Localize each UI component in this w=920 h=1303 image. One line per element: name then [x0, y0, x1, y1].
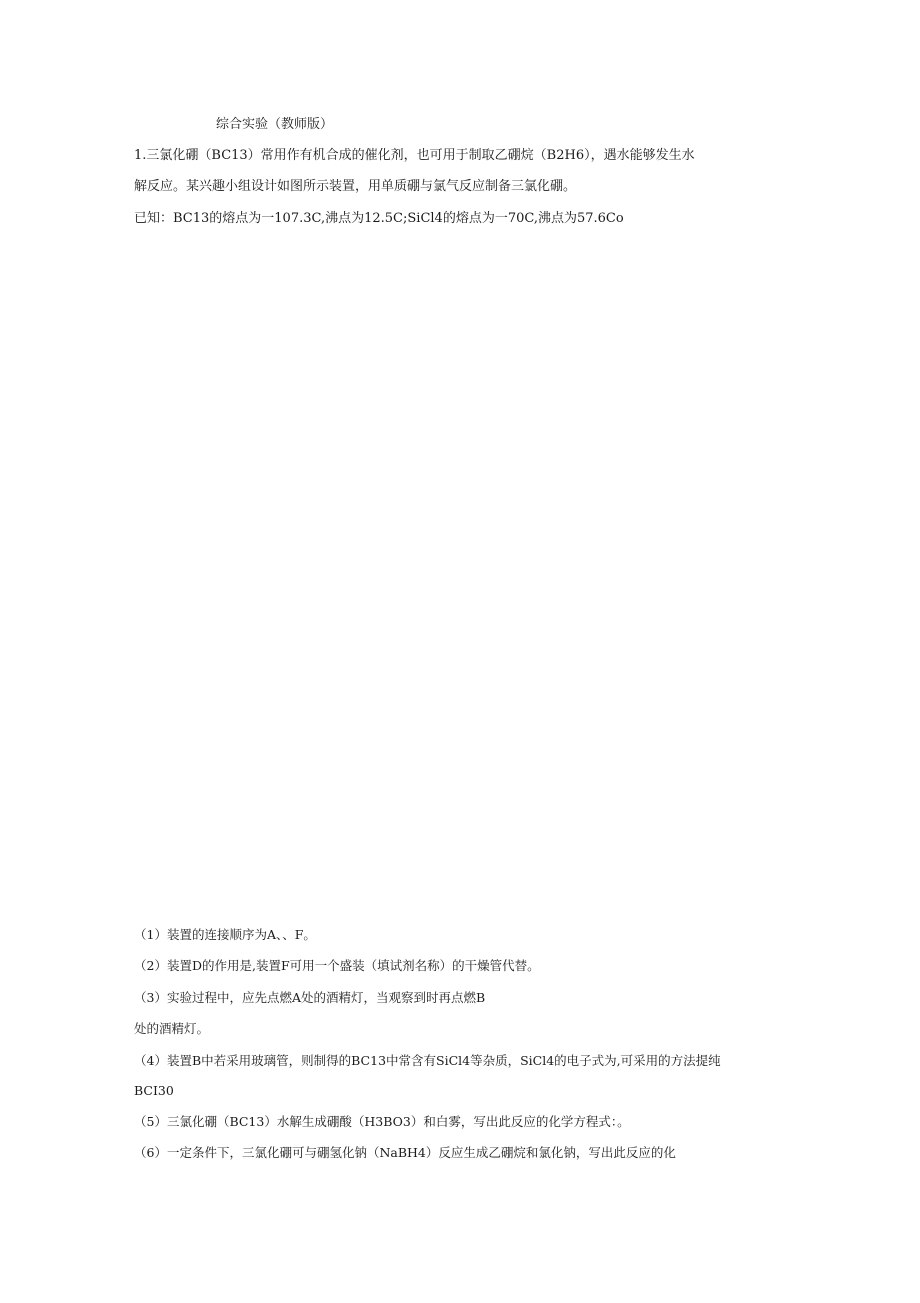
question-4-continued: BCI30: [134, 1083, 174, 1098]
apparatus-figure-area: [134, 240, 784, 910]
intro-line-3: 已知：BC13的熔点为一107.3C,沸点为12.5C;SiCl4的熔点为一70C,沸点为57.6Co: [134, 211, 624, 226]
intro-line-2: 解反应。某兴趣小组设计如图所示装置，用单质硼与氯气反应制备三氯化硼。: [134, 179, 577, 194]
question-3: （3）实验过程中，应先点燃A处的酒精灯，当观察到时再点燃B: [134, 990, 486, 1005]
question-6: （6）一定条件下，三氯化硼可与硼氢化钠（NaBH4）反应生成乙硼烷和氯化钠，写出此反应的化: [134, 1145, 676, 1160]
question-2: （2）装置D的作用是,装置F可用一个盛装（填试剂名称）的干燥管代替。: [134, 958, 540, 973]
question-5: （5）三氯化硼（BC13）水解生成硼酸（H3BO3）和白雾，写出此反应的化学方程式：。: [134, 1114, 630, 1129]
question-3-continued: 处的酒精灯。: [134, 1021, 210, 1036]
intro-line-1: 1.三氯化硼（BC13）常用作有机合成的催化剂，也可用于制取乙硼烷（B2H6），遇水能够发生水: [134, 148, 695, 163]
document-title: 综合实验（教师版）: [216, 117, 334, 132]
question-1: （1）装置的连接顺序为A、、F。: [134, 927, 316, 942]
question-4: （4）装置B中若采用玻璃管，则制得的BC13中常含有SiCl4等杂质，SiCl4的电子式为,可采用的方法提纯: [134, 1053, 721, 1068]
